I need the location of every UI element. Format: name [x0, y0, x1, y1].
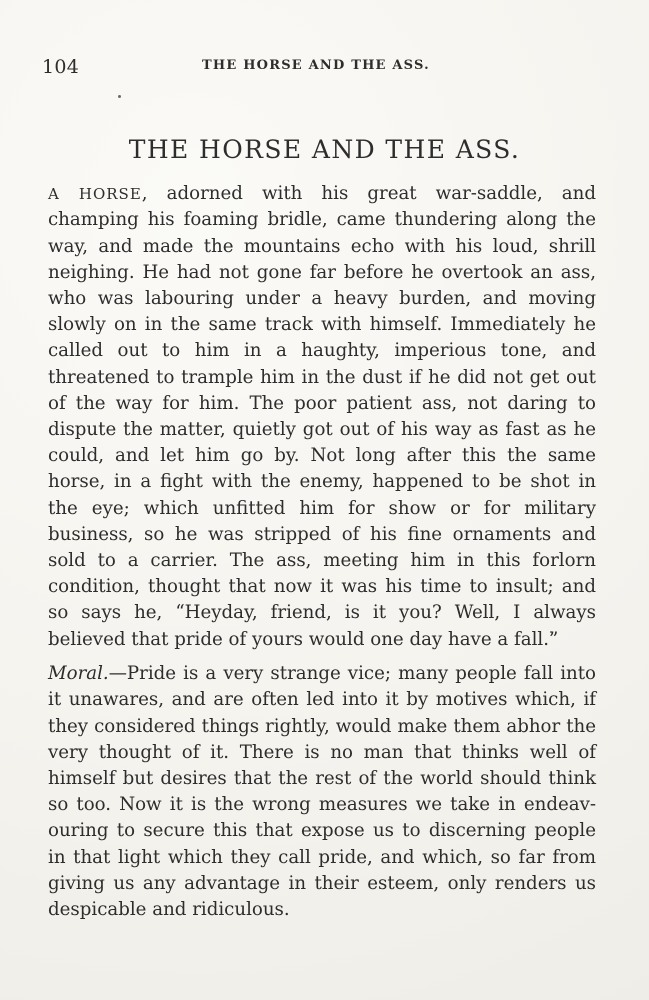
print-speck — [118, 95, 121, 98]
running-head — [42, 56, 597, 80]
story-paragraph — [48, 181, 596, 653]
moral-body-text: —Pride is a very strange vice; many people fall into it unawares, and are often led into it by motives which, if they considered things rightly, would make them abhor the very thought of it. There is no man that thinks well of himself but desires that the rest of the world should think so too. Now it is the wrong measures we take in endeav-ouring to secure this that expose us to discerning people in that light which they call pride, and which, so far from giving us any advantage in their esteem, only renders us despicable and ridiculous. — [48, 663, 596, 921]
moral-label: Moral. — [48, 663, 109, 685]
running-title: THE HORSE AND THE ASS. — [202, 58, 430, 73]
moral-paragraph — [48, 661, 596, 923]
story-title: THE HORSE AND THE ASS. — [128, 134, 521, 164]
story-body-text: , adorned with his great war-saddle, and champing his foaming bridle, came thundering along the way, and made the mountains echo with his loud, shrill neighing. He had not gone far before he overtook an ass, who was labouring under a heavy burden, and moving slowly on in the same track with himself. Immediately he called out to him in a haughty, imperious tone, and threatened to trample him in the dust if he did not get out of the way for him. The poor patient ass, not daring to dispute the matter, quietly got out of his way as fast as he could, and let him go by. Not long after this the same horse, in a fight with the enemy, happened to be shot in the eye; which unfitted him for show or for military business, so he was stripped of his fine ornaments and sold to a carrier. The ass, meeting him in this forlorn condition, thought that now it was his time to insult; and so says he, “Heyday, friend, is it you? Well, I always believed that pride of yours would one day have a fall.” — [48, 183, 597, 650]
page-number: 104 — [42, 56, 80, 78]
story-lead-word: A HORSE — [48, 185, 142, 204]
